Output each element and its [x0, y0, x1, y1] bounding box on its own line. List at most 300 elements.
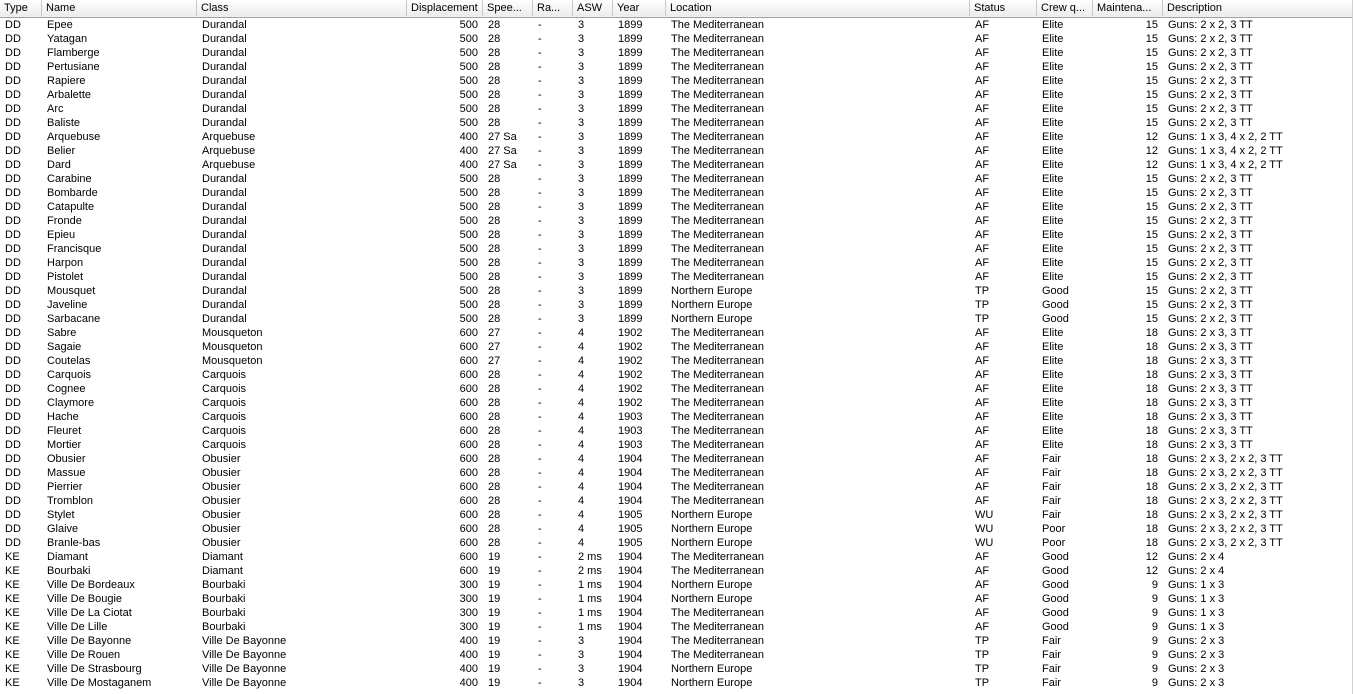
cell-asw: 3: [578, 271, 585, 283]
table-row[interactable]: [0, 116, 1353, 130]
cell-type: DD: [5, 523, 21, 535]
cell-location: The Mediterranean: [671, 75, 764, 87]
cell-range: -: [538, 117, 542, 129]
cell-status: AF: [975, 243, 990, 255]
cell-displacement: 600: [459, 383, 478, 395]
cell-type: DD: [5, 131, 21, 143]
cell-displacement: 500: [459, 285, 478, 297]
cell-class: Bourbaki: [202, 593, 246, 605]
cell-crew-quality: Elite: [1042, 327, 1064, 339]
cell-description: Guns: 2 x 3, 3 TT: [1168, 397, 1253, 409]
cell-asw: 4: [578, 453, 585, 465]
cell-year: 1899: [618, 117, 643, 129]
cell-description: Guns: 2 x 3, 2 x 2, 3 TT: [1168, 467, 1283, 479]
cell-location: The Mediterranean: [671, 201, 764, 213]
cell-name: Arc: [47, 103, 64, 115]
table-row[interactable]: [0, 466, 1353, 480]
cell-range: -: [538, 663, 542, 675]
cell-year: 1904: [618, 481, 643, 493]
cell-range: -: [538, 649, 542, 661]
cell-displacement: 500: [459, 313, 478, 325]
cell-name: Ville De Lille: [47, 621, 108, 633]
cell-status: WU: [975, 509, 994, 521]
cell-displacement: 600: [459, 467, 478, 479]
cell-class: Durandal: [202, 173, 247, 185]
cell-year: 1899: [618, 215, 643, 227]
cell-year: 1899: [618, 33, 643, 45]
cell-crew-quality: Elite: [1042, 243, 1064, 255]
table-row[interactable]: [0, 382, 1353, 396]
cell-type: DD: [5, 33, 21, 45]
cell-crew-quality: Fair: [1042, 663, 1061, 675]
cell-range: -: [538, 173, 542, 185]
cell-speed: 28: [488, 495, 501, 507]
cell-speed: 28: [488, 467, 501, 479]
cell-speed: 28: [488, 285, 501, 297]
cell-speed: 28: [488, 383, 501, 395]
table-row[interactable]: [0, 438, 1353, 452]
cell-year: 1899: [618, 89, 643, 101]
table-row[interactable]: [0, 494, 1353, 508]
column-header-type[interactable]: Type: [0, 0, 42, 16]
cell-description: Guns: 2 x 3, 3 TT: [1168, 425, 1253, 437]
table-row[interactable]: [0, 32, 1353, 46]
cell-class: Arquebuse: [202, 145, 256, 157]
cell-crew-quality: Elite: [1042, 103, 1064, 115]
cell-asw: 3: [578, 285, 585, 297]
cell-asw: 3: [578, 187, 585, 199]
cell-displacement: 600: [459, 397, 478, 409]
cell-crew-quality: Elite: [1042, 229, 1064, 241]
table-row[interactable]: [0, 452, 1353, 466]
cell-name: Fleuret: [47, 425, 82, 437]
cell-location: The Mediterranean: [671, 621, 764, 633]
cell-year: 1899: [618, 313, 643, 325]
cell-crew-quality: Elite: [1042, 257, 1064, 269]
cell-crew-quality: Elite: [1042, 341, 1064, 353]
column-header-status[interactable]: Status: [970, 0, 1037, 16]
cell-crew-quality: Elite: [1042, 131, 1064, 143]
cell-crew-quality: Poor: [1042, 523, 1066, 535]
table-row[interactable]: [0, 172, 1353, 186]
cell-crew-quality: Elite: [1042, 145, 1064, 157]
cell-displacement: 600: [459, 509, 478, 521]
cell-maintenance: 15: [1145, 103, 1158, 115]
cell-status: AF: [975, 355, 990, 367]
cell-status: AF: [975, 453, 990, 465]
cell-location: The Mediterranean: [671, 187, 764, 199]
cell-description: Guns: 2 x 3, 2 x 2, 3 TT: [1168, 509, 1283, 521]
cell-name: Sagaie: [47, 341, 82, 353]
cell-crew-quality: Fair: [1042, 677, 1061, 689]
cell-status: AF: [975, 215, 990, 227]
cell-type: KE: [5, 649, 20, 661]
column-header-location[interactable]: Location: [666, 0, 970, 16]
cell-crew-quality: Good: [1042, 551, 1069, 563]
cell-name: Obusier: [47, 453, 86, 465]
cell-displacement: 500: [459, 187, 478, 199]
cell-name: Stylet: [47, 509, 75, 521]
cell-type: DD: [5, 313, 21, 325]
cell-year: 1903: [618, 439, 643, 451]
cell-crew-quality: Elite: [1042, 411, 1064, 423]
cell-maintenance: 18: [1145, 481, 1158, 493]
cell-asw: 4: [578, 411, 585, 423]
cell-maintenance: 9: [1151, 663, 1158, 675]
cell-range: -: [538, 47, 542, 59]
cell-status: AF: [975, 341, 990, 353]
cell-status: AF: [975, 131, 990, 143]
column-header-maintenance[interactable]: Maintena...: [1093, 0, 1163, 16]
cell-year: 1904: [618, 467, 643, 479]
cell-displacement: 400: [459, 131, 478, 143]
cell-location: The Mediterranean: [671, 327, 764, 339]
table-row[interactable]: [0, 620, 1353, 634]
cell-crew-quality: Elite: [1042, 397, 1064, 409]
cell-location: The Mediterranean: [671, 369, 764, 381]
cell-range: -: [538, 341, 542, 353]
cell-location: Northern Europe: [671, 285, 753, 297]
cell-year: 1899: [618, 173, 643, 185]
table-row[interactable]: [0, 634, 1353, 648]
table-row[interactable]: [0, 606, 1353, 620]
cell-year: 1903: [618, 411, 643, 423]
column-header-year[interactable]: Year: [613, 0, 666, 16]
cell-speed: 19: [488, 677, 501, 689]
cell-type: DD: [5, 425, 21, 437]
cell-displacement: 500: [459, 75, 478, 87]
cell-name: Ville De Bayonne: [47, 635, 132, 647]
cell-class: Obusier: [202, 537, 241, 549]
cell-displacement: 300: [459, 579, 478, 591]
cell-class: Obusier: [202, 495, 241, 507]
cell-name: Bombarde: [47, 187, 98, 199]
cell-location: The Mediterranean: [671, 19, 764, 31]
cell-name: Javeline: [47, 299, 88, 311]
table-row[interactable]: [0, 102, 1353, 116]
cell-description: Guns: 2 x 2, 3 TT: [1168, 61, 1253, 73]
cell-status: AF: [975, 579, 990, 591]
cell-displacement: 500: [459, 299, 478, 311]
cell-type: DD: [5, 299, 21, 311]
cell-year: 1904: [618, 677, 643, 689]
cell-description: Guns: 2 x 2, 3 TT: [1168, 257, 1253, 269]
table-row[interactable]: [0, 242, 1353, 256]
cell-year: 1904: [618, 579, 643, 591]
cell-type: DD: [5, 75, 21, 87]
table-row[interactable]: [0, 186, 1353, 200]
cell-description: Guns: 1 x 3, 4 x 2, 2 TT: [1168, 159, 1283, 171]
cell-maintenance: 18: [1145, 383, 1158, 395]
table-row[interactable]: [0, 298, 1353, 312]
cell-speed: 19: [488, 649, 501, 661]
cell-type: DD: [5, 537, 21, 549]
cell-location: Northern Europe: [671, 509, 753, 521]
column-header-asw[interactable]: ASW: [573, 0, 613, 16]
cell-speed: 28: [488, 509, 501, 521]
cell-maintenance: 15: [1145, 173, 1158, 185]
cell-name: Pistolet: [47, 271, 84, 283]
cell-year: 1904: [618, 635, 643, 647]
cell-maintenance: 9: [1151, 579, 1158, 591]
cell-name: Mousquet: [47, 285, 96, 297]
table-row[interactable]: [0, 284, 1353, 298]
cell-name: Pertusiane: [47, 61, 100, 73]
cell-displacement: 500: [459, 229, 478, 241]
table-row[interactable]: [0, 228, 1353, 242]
cell-location: The Mediterranean: [671, 229, 764, 241]
cell-class: Durandal: [202, 243, 247, 255]
table-row[interactable]: [0, 396, 1353, 410]
table-row[interactable]: [0, 354, 1353, 368]
cell-location: The Mediterranean: [671, 159, 764, 171]
cell-speed: 28: [488, 243, 501, 255]
column-header-speed[interactable]: Spee...: [483, 0, 533, 16]
cell-name: Sabre: [47, 327, 77, 339]
table-row[interactable]: [0, 326, 1353, 340]
cell-status: AF: [975, 19, 990, 31]
cell-speed: 28: [488, 397, 501, 409]
table-row[interactable]: [0, 270, 1353, 284]
cell-class: Obusier: [202, 509, 241, 521]
cell-crew-quality: Good: [1042, 285, 1069, 297]
cell-asw: 3: [578, 299, 585, 311]
cell-range: -: [538, 509, 542, 521]
cell-year: 1904: [618, 607, 643, 619]
cell-crew-quality: Elite: [1042, 215, 1064, 227]
table-row[interactable]: [0, 312, 1353, 326]
cell-type: DD: [5, 215, 21, 227]
cell-location: The Mediterranean: [671, 215, 764, 227]
cell-displacement: 500: [459, 201, 478, 213]
cell-type: KE: [5, 551, 20, 563]
cell-name: Ville De Mostaganem: [47, 677, 152, 689]
cell-location: The Mediterranean: [671, 439, 764, 451]
cell-status: AF: [975, 89, 990, 101]
table-row[interactable]: [0, 522, 1353, 536]
cell-maintenance: 15: [1145, 117, 1158, 129]
cell-maintenance: 18: [1145, 509, 1158, 521]
table-row[interactable]: [0, 410, 1353, 424]
cell-crew-quality: Good: [1042, 299, 1069, 311]
cell-crew-quality: Elite: [1042, 187, 1064, 199]
table-row[interactable]: [0, 564, 1353, 578]
cell-crew-quality: Elite: [1042, 19, 1064, 31]
table-row[interactable]: [0, 592, 1353, 606]
column-header-name[interactable]: Name: [42, 0, 197, 16]
cell-displacement: 500: [459, 19, 478, 31]
table-row[interactable]: [0, 536, 1353, 550]
cell-crew-quality: Elite: [1042, 271, 1064, 283]
cell-speed: 28: [488, 229, 501, 241]
cell-description: Guns: 2 x 2, 3 TT: [1168, 285, 1253, 297]
table-row[interactable]: [0, 158, 1353, 172]
cell-asw: 2 ms: [578, 565, 602, 577]
cell-year: 1902: [618, 355, 643, 367]
cell-asw: 3: [578, 145, 585, 157]
column-header-displacement[interactable]: Displacement: [407, 0, 483, 16]
cell-range: -: [538, 537, 542, 549]
cell-speed: 28: [488, 425, 501, 437]
table-row[interactable]: [0, 676, 1353, 690]
cell-displacement: 400: [459, 145, 478, 157]
cell-description: Guns: 2 x 2, 3 TT: [1168, 103, 1253, 115]
cell-status: AF: [975, 159, 990, 171]
cell-class: Obusier: [202, 453, 241, 465]
cell-speed: 28: [488, 369, 501, 381]
column-header-crew-quality[interactable]: Crew q...: [1037, 0, 1093, 16]
cell-class: Carquois: [202, 397, 247, 409]
table-row[interactable]: [0, 424, 1353, 438]
cell-name: Rapiere: [47, 75, 86, 87]
cell-speed: 28: [488, 537, 501, 549]
cell-year: 1902: [618, 369, 643, 381]
cell-name: Yatagan: [47, 33, 88, 45]
cell-type: DD: [5, 467, 21, 479]
cell-status: AF: [975, 565, 990, 577]
table-row[interactable]: [0, 144, 1353, 158]
cell-crew-quality: Elite: [1042, 425, 1064, 437]
cell-asw: 3: [578, 89, 585, 101]
cell-type: DD: [5, 243, 21, 255]
cell-maintenance: 18: [1145, 453, 1158, 465]
cell-location: The Mediterranean: [671, 145, 764, 157]
table-row[interactable]: [0, 368, 1353, 382]
column-header-class[interactable]: Class: [197, 0, 407, 16]
cell-location: The Mediterranean: [671, 103, 764, 115]
table-row[interactable]: [0, 508, 1353, 522]
cell-type: DD: [5, 61, 21, 73]
cell-crew-quality: Elite: [1042, 117, 1064, 129]
cell-speed: 28: [488, 257, 501, 269]
table-row[interactable]: [0, 648, 1353, 662]
cell-location: The Mediterranean: [671, 453, 764, 465]
cell-speed: 28: [488, 75, 501, 87]
cell-crew-quality: Good: [1042, 579, 1069, 591]
cell-asw: 3: [578, 229, 585, 241]
table-row[interactable]: [0, 18, 1353, 32]
cell-crew-quality: Elite: [1042, 47, 1064, 59]
cell-location: The Mediterranean: [671, 481, 764, 493]
cell-name: Flamberge: [47, 47, 100, 59]
cell-class: Durandal: [202, 187, 247, 199]
cell-crew-quality: Good: [1042, 313, 1069, 325]
cell-class: Obusier: [202, 467, 241, 479]
cell-description: Guns: 2 x 3, 2 x 2, 3 TT: [1168, 495, 1283, 507]
cell-asw: 3: [578, 33, 585, 45]
cell-displacement: 500: [459, 243, 478, 255]
cell-maintenance: 9: [1151, 621, 1158, 633]
cell-range: -: [538, 369, 542, 381]
cell-status: AF: [975, 117, 990, 129]
cell-crew-quality: Poor: [1042, 537, 1066, 549]
cell-class: Bourbaki: [202, 621, 246, 633]
table-row[interactable]: [0, 480, 1353, 494]
cell-crew-quality: Fair: [1042, 649, 1061, 661]
cell-type: DD: [5, 89, 21, 101]
table-row[interactable]: [0, 88, 1353, 102]
cell-type: KE: [5, 607, 20, 619]
cell-speed: 28: [488, 439, 501, 451]
table-row[interactable]: [0, 46, 1353, 60]
cell-speed: 27: [488, 327, 501, 339]
table-row[interactable]: [0, 60, 1353, 74]
cell-class: Arquebuse: [202, 131, 256, 143]
cell-name: Epieu: [47, 229, 76, 241]
cell-location: Northern Europe: [671, 579, 753, 591]
cell-range: -: [538, 89, 542, 101]
cell-year: 1899: [618, 201, 643, 213]
cell-class: Durandal: [202, 61, 247, 73]
table-row[interactable]: [0, 550, 1353, 564]
cell-location: The Mediterranean: [671, 411, 764, 423]
cell-class: Carquois: [202, 411, 247, 423]
cell-description: Guns: 2 x 3, 2 x 2, 3 TT: [1168, 453, 1283, 465]
cell-asw: 3: [578, 131, 585, 143]
cell-maintenance: 9: [1151, 677, 1158, 689]
table-row[interactable]: [0, 130, 1353, 144]
cell-type: DD: [5, 257, 21, 269]
cell-status: AF: [975, 201, 990, 213]
cell-maintenance: 15: [1145, 299, 1158, 311]
cell-location: The Mediterranean: [671, 495, 764, 507]
cell-type: DD: [5, 271, 21, 283]
table-row[interactable]: [0, 662, 1353, 676]
cell-name: Ville De Strasbourg: [47, 663, 142, 675]
table-row[interactable]: [0, 214, 1353, 228]
cell-description: Guns: 2 x 2, 3 TT: [1168, 299, 1253, 311]
table-row[interactable]: [0, 340, 1353, 354]
cell-speed: 27 Sa: [488, 145, 517, 157]
cell-status: AF: [975, 103, 990, 115]
column-header-description[interactable]: Description: [1163, 0, 1353, 16]
cell-location: The Mediterranean: [671, 355, 764, 367]
cell-maintenance: 9: [1151, 607, 1158, 619]
cell-class: Mousqueton: [202, 355, 263, 367]
cell-year: 1904: [618, 649, 643, 661]
cell-description: Guns: 2 x 3: [1168, 677, 1225, 689]
cell-name: Harpon: [47, 257, 84, 269]
table-row[interactable]: [0, 74, 1353, 88]
cell-status: AF: [975, 593, 990, 605]
cell-speed: 28: [488, 271, 501, 283]
cell-crew-quality: Elite: [1042, 173, 1064, 185]
cell-range: -: [538, 215, 542, 227]
cell-year: 1899: [618, 131, 643, 143]
table-row[interactable]: [0, 256, 1353, 270]
table-row[interactable]: [0, 200, 1353, 214]
cell-status: TP: [975, 313, 990, 325]
cell-status: AF: [975, 187, 990, 199]
cell-asw: 1 ms: [578, 621, 602, 633]
cell-status: WU: [975, 537, 994, 549]
cell-type: DD: [5, 439, 21, 451]
cell-year: 1904: [618, 663, 643, 675]
cell-asw: 3: [578, 201, 585, 213]
cell-range: -: [538, 75, 542, 87]
cell-description: Guns: 2 x 4: [1168, 551, 1225, 563]
cell-maintenance: 15: [1145, 75, 1158, 87]
cell-displacement: 600: [459, 425, 478, 437]
cell-description: Guns: 2 x 2, 3 TT: [1168, 75, 1253, 87]
cell-location: The Mediterranean: [671, 635, 764, 647]
cell-asw: 4: [578, 467, 585, 479]
table-row[interactable]: [0, 578, 1353, 592]
cell-speed: 19: [488, 621, 501, 633]
cell-speed: 28: [488, 523, 501, 535]
cell-type: DD: [5, 453, 21, 465]
column-header-range[interactable]: Ra...: [533, 0, 573, 16]
